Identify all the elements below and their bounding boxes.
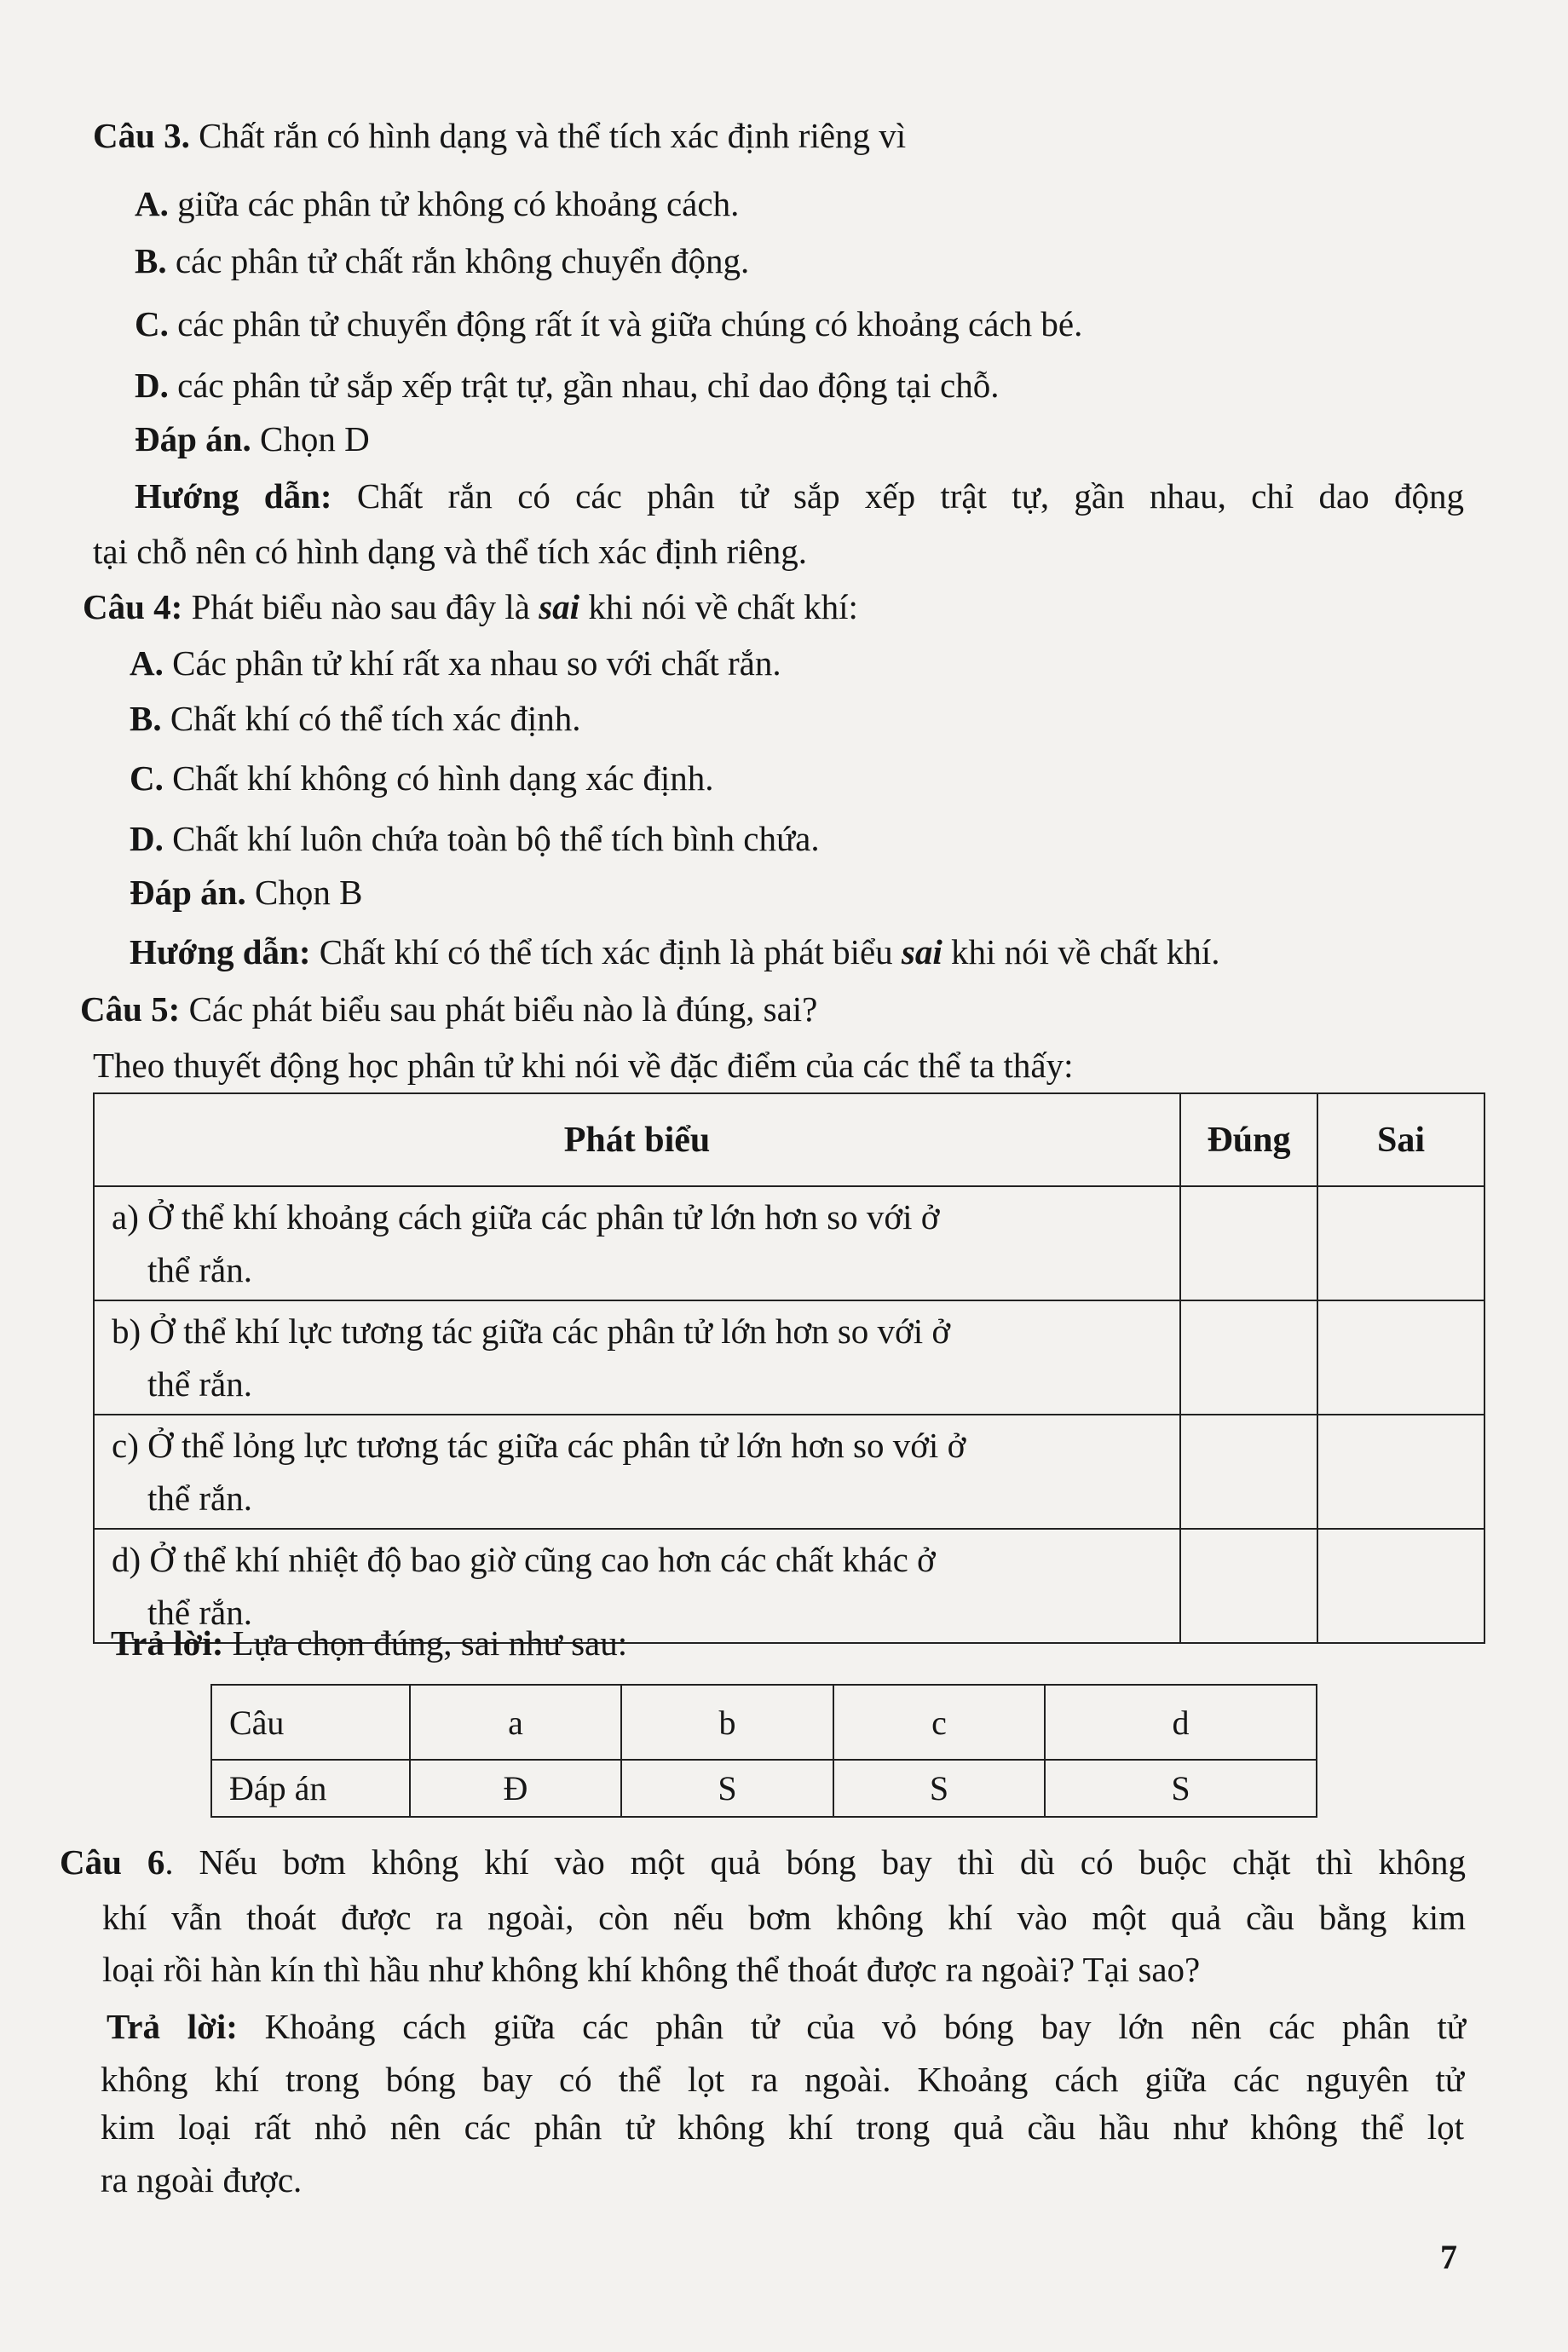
answer-text: Chọn D xyxy=(259,419,370,458)
answer-cell: Đáp án xyxy=(211,1760,410,1817)
answer-row-result xyxy=(211,1760,1317,1817)
statement-line: d) Ở thể khí nhiệt độ bao giờ cũng cao hơn các chất khác ở xyxy=(112,1540,936,1579)
question-5 xyxy=(80,988,817,1030)
table-row xyxy=(94,1300,1484,1415)
answer-cell: c xyxy=(833,1685,1045,1760)
option-text: Chất khí luôn chứa toàn bộ thể tích bình chứa. xyxy=(172,819,820,858)
option-text: Chất khí không có hình dạng xác định. xyxy=(172,758,714,798)
false-cell xyxy=(1317,1186,1484,1300)
question-4 xyxy=(83,585,858,628)
guide-label: Hướng dẫn: xyxy=(130,932,311,971)
true-cell xyxy=(1180,1415,1317,1529)
true-cell xyxy=(1180,1529,1317,1643)
guide-label: Hướng dẫn: xyxy=(135,476,332,516)
statement-cell xyxy=(94,1300,1180,1415)
answer-cell: S xyxy=(621,1760,833,1817)
question-line: loại rồi hàn kín thì hầu như không khí không thể thoát được ra ngoài? Tại sao? xyxy=(102,1950,1201,1989)
answer-cell: S xyxy=(1045,1760,1317,1817)
option-text: các phân tử sắp xếp trật tự, gần nhau, chỉ dao động tại chỗ. xyxy=(177,366,1000,405)
answer-cell: b xyxy=(621,1685,833,1760)
option-key: D. xyxy=(135,366,169,405)
answer-cell: Đ xyxy=(410,1760,621,1817)
reply xyxy=(111,1622,627,1664)
question-6 xyxy=(60,1841,1466,1883)
statement-line: thể rắn. xyxy=(147,1250,252,1289)
page-number: 7 xyxy=(1440,2238,1457,2276)
option-key: D. xyxy=(130,819,164,858)
answer-row-question xyxy=(211,1685,1317,1760)
reply-line: ra ngoài được. xyxy=(101,2160,303,2199)
answer-table xyxy=(210,1684,1317,1818)
statement-line: a) Ở thể khí khoảng cách giữa các phân tử lớn hơn so với ở xyxy=(112,1197,940,1237)
option-key: B. xyxy=(135,241,167,280)
reply-line: kim loại rất nhỏ nên các phân tử không khí trong quả cầu hầu như không thể lọt xyxy=(101,2107,1464,2147)
question-3 xyxy=(93,114,906,157)
option-c xyxy=(135,303,1082,345)
true-cell xyxy=(1180,1186,1317,1300)
answer-cell: Câu xyxy=(211,1685,410,1760)
guide xyxy=(135,475,1464,517)
guide xyxy=(130,931,1219,973)
guide-text: Chất rắn có các phân tử sắp xếp trật tự, gần nhau, chỉ dao động xyxy=(356,476,1465,516)
emphasis: sai xyxy=(901,932,943,971)
answer xyxy=(130,871,362,914)
answer-cell: d xyxy=(1045,1685,1317,1760)
question-label: Câu 3. xyxy=(93,116,190,155)
reply-label: Trả lời: xyxy=(111,1623,224,1663)
answer-label: Đáp án. xyxy=(135,419,251,458)
option-a xyxy=(135,182,739,225)
header-false: Sai xyxy=(1317,1093,1484,1186)
table-header-row xyxy=(94,1093,1484,1186)
question-text: Phát biểu nào sau đây là xyxy=(191,587,530,626)
option-text: các phân tử chuyển động rất ít và giữa chúng có khoảng cách bé. xyxy=(177,304,1083,343)
statement-line: thể rắn. xyxy=(147,1364,252,1404)
answer-cell: a xyxy=(410,1685,621,1760)
option-d xyxy=(130,817,820,860)
statement-line: c) Ở thể lỏng lực tương tác giữa các phân tử lớn hơn so với ở xyxy=(112,1426,966,1465)
guide-text: khi nói về chất khí. xyxy=(951,932,1220,971)
question-label: Câu 6 xyxy=(60,1842,165,1882)
option-text: Các phân tử khí rất xa nhau so với chất rắn. xyxy=(172,643,781,683)
option-key: A. xyxy=(135,184,169,223)
statement-cell xyxy=(94,1415,1180,1529)
emphasis: sai xyxy=(539,587,580,626)
true-cell xyxy=(1180,1300,1317,1415)
option-key: B. xyxy=(130,699,162,738)
reply-line: không khí trong bóng bay có thể lọt ra ngoài. Khoảng cách giữa các nguyên tử xyxy=(101,2060,1464,2099)
statement-line: thể rắn. xyxy=(147,1479,252,1518)
option-c xyxy=(130,757,714,799)
answer-cell: S xyxy=(833,1760,1045,1817)
option-text: các phân tử chất rắn không chuyển động. xyxy=(175,241,750,280)
question-text: Chất rắn có hình dạng và thể tích xác định riêng vì xyxy=(199,116,907,155)
option-key: C. xyxy=(130,758,164,798)
question-text: khi nói về chất khí: xyxy=(588,587,858,626)
option-text: giữa các phân tử không có khoảng cách. xyxy=(177,184,740,223)
question-label: Câu 4: xyxy=(83,587,183,626)
guide-text: Chất khí có thể tích xác định là phát biểu xyxy=(319,932,893,971)
option-a xyxy=(130,642,781,684)
answer-text: Chọn B xyxy=(254,873,363,912)
option-key: C. xyxy=(135,304,169,343)
table-row xyxy=(94,1415,1484,1529)
question-text: Các phát biểu sau phát biểu nào là đúng, sai? xyxy=(188,989,818,1029)
statement-line: b) Ở thể khí lực tương tác giữa các phân tử lớn hơn so với ở xyxy=(112,1311,951,1351)
statement-cell xyxy=(94,1186,1180,1300)
guide-continuation: tại chỗ nên có hình dạng và thể tích xác định riêng. xyxy=(93,532,807,571)
table-row xyxy=(94,1186,1484,1300)
question-line: khí vẫn thoát được ra ngoài, còn nếu bơm không khí vào một quả cầu bằng kim xyxy=(102,1898,1466,1937)
statement-table xyxy=(93,1092,1485,1644)
question-intro: Theo thuyết động học phân tử khi nói về đặc điểm của các thể ta thấy: xyxy=(93,1046,1074,1085)
option-key: A. xyxy=(130,643,164,683)
reply-label: Trả lời: xyxy=(107,2007,238,2046)
question-text: . Nếu bơm không khí vào một quả bóng bay thì dù có buộc chặt thì không xyxy=(164,1842,1466,1882)
reply-text: Khoảng cách giữa các phân tử của vỏ bóng bay lớn nên các phân tử xyxy=(264,2007,1466,2046)
option-d xyxy=(135,364,999,406)
question-label: Câu 5: xyxy=(80,989,181,1029)
false-cell xyxy=(1317,1415,1484,1529)
answer xyxy=(135,418,370,460)
option-b xyxy=(135,239,749,282)
statement-line: thể rắn. xyxy=(147,1593,252,1632)
header-true: Đúng xyxy=(1180,1093,1317,1186)
option-text: Chất khí có thể tích xác định. xyxy=(170,699,581,738)
header-statement: Phát biểu xyxy=(94,1093,1180,1186)
false-cell xyxy=(1317,1300,1484,1415)
answer-label: Đáp án. xyxy=(130,873,246,912)
reply-text: Lựa chọn đúng, sai như sau: xyxy=(232,1623,628,1663)
reply xyxy=(107,2005,1466,2048)
false-cell xyxy=(1317,1529,1484,1643)
option-b xyxy=(130,697,581,740)
